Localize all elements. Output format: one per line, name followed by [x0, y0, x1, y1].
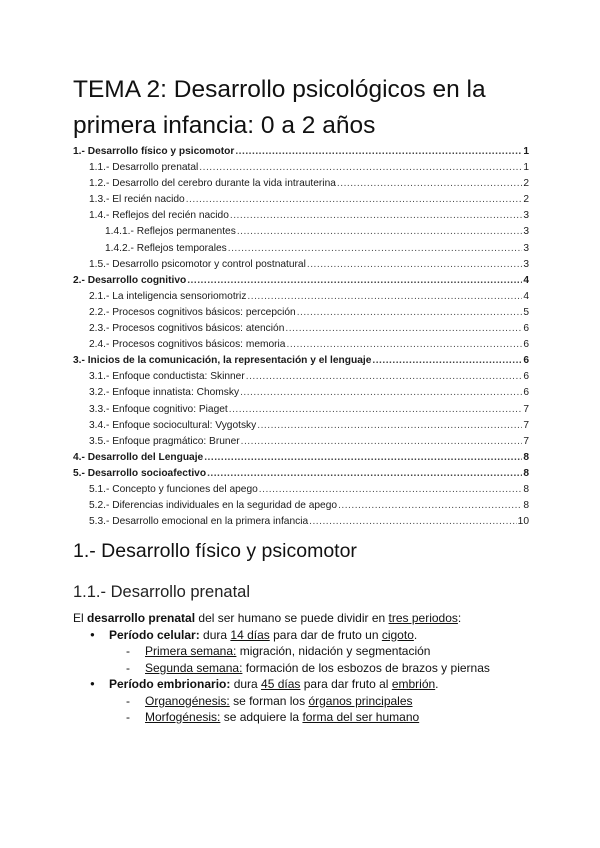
toc-page-number: 3 [523, 226, 529, 238]
toc-entry-title: 1.2.- Desarrollo del cerebro durante la vida intrauterina [89, 178, 336, 190]
toc-entry[interactable] [73, 162, 529, 178]
toc-dot-leader [259, 484, 523, 495]
bold-term: Período embrionario: [109, 677, 231, 691]
text: dura [199, 627, 231, 642]
toc-entry[interactable] [73, 436, 529, 452]
toc-entry-title: 1.4.2.- Reflejos temporales [105, 242, 227, 254]
toc-dot-leader [286, 339, 522, 350]
toc-page-number: 6 [523, 371, 529, 383]
toc-entry-title: 1.4.1.- Reflejos permanentes [105, 226, 236, 238]
toc-page-number: 3 [523, 258, 529, 270]
toc-entry[interactable] [73, 339, 529, 355]
toc-dot-leader [204, 452, 522, 463]
text: para dar fruto al [300, 677, 392, 691]
toc-entry[interactable] [73, 371, 529, 387]
toc-page-number: 2 [523, 194, 529, 206]
text: se forman los [229, 693, 309, 708]
toc-entry-title: 4.- Desarrollo del Lenguaje [73, 451, 204, 463]
underlined-term: 45 días [261, 677, 301, 691]
toc-page-number: 7 [523, 403, 529, 415]
toc-entry-title: 3.- Inicios de la comunicación, la representación y el lenguaje [73, 355, 372, 367]
toc-dot-leader [247, 291, 522, 302]
toc-entry[interactable] [73, 355, 529, 371]
underlined-term: cigoto [381, 627, 414, 642]
toc-dot-leader [228, 243, 523, 254]
toc-page-number: 8 [523, 500, 529, 512]
toc-entry[interactable] [73, 226, 529, 242]
toc-page-number: 7 [523, 435, 529, 447]
toc-dot-leader [187, 275, 522, 286]
bold-term: desarrollo prenatal [87, 611, 196, 625]
list-item-periodo-celular [73, 627, 543, 644]
document-title: TEMA 2: Desarrollo psicológicos en la primera infancia: 0 a 2 años [73, 76, 486, 139]
toc-entry-title: 5.2.- Diferencias individuales en la seguridad de apego [89, 500, 338, 512]
toc-entry-title: 1.4.- Reflejos del recién nacido [89, 210, 229, 222]
toc-entry-title: 3.4.- Enfoque sociocultural: Vygotsky [89, 419, 257, 431]
toc-dot-leader [199, 162, 522, 173]
toc-page-number: 8 [523, 451, 529, 463]
toc-dot-leader [235, 146, 522, 157]
toc-page-number: 3 [523, 242, 529, 254]
toc-dot-leader [257, 420, 522, 431]
underlined-term: Organogénesis: [145, 693, 230, 708]
toc-entry-title: 2.3.- Procesos cognitivos básicos: atención [89, 323, 285, 335]
toc-dot-leader [285, 323, 522, 334]
sub-list-item [73, 643, 543, 660]
text: . [435, 677, 439, 691]
toc-entry[interactable] [73, 452, 529, 468]
text: formación de los esbozos de brazos y piernas [242, 660, 490, 675]
toc-page-number: 8 [523, 467, 529, 479]
toc-dot-leader [207, 468, 522, 479]
toc-entry-title: 3.2.- Enfoque innatista: Chomsky [89, 387, 240, 399]
toc-dot-leader [241, 436, 523, 447]
toc-entry-title: 2.4.- Procesos cognitivos básicos: memoria [89, 339, 286, 351]
subsection-heading: 1.1.- Desarrollo prenatal [73, 583, 251, 601]
sub-list-item [73, 693, 543, 710]
underlined-term: 14 días [230, 627, 270, 642]
toc-entry-title: 2.1.- La inteligencia sensoriomotriz [89, 290, 247, 302]
toc-entry-title: 5.1.- Concepto y funciones del apego [89, 483, 258, 495]
toc-dot-leader [230, 210, 522, 221]
toc-entry-title: 3.5.- Enfoque pragmático: Bruner [89, 435, 240, 447]
toc-dot-leader [372, 355, 522, 366]
toc-entry[interactable] [73, 307, 529, 323]
toc-entry[interactable] [73, 420, 529, 436]
toc-dot-leader [237, 226, 523, 237]
toc-entry[interactable] [73, 243, 529, 259]
toc-page-number: 6 [523, 355, 529, 367]
toc-entry-title: 3.1.- Enfoque conductista: Skinner [89, 371, 245, 383]
toc-entry-title: 5.3.- Desarrollo emocional en la primera infancia [89, 516, 309, 528]
toc-page-number: 4 [523, 274, 529, 286]
toc-entry-title: 1.5.- Desarrollo psicomotor y control postnatural [89, 258, 306, 270]
toc-entry-title: 1.3.- El recién nacido [89, 194, 185, 206]
text: : [457, 611, 462, 625]
toc-entry[interactable] [73, 178, 529, 194]
toc-entry[interactable] [73, 259, 529, 275]
underlined-term: Morfogénesis: [145, 710, 221, 724]
underlined-term: forma del ser humano [302, 710, 420, 724]
sub-list-item [73, 660, 543, 677]
toc-page-number: 5 [523, 306, 529, 318]
text: del ser humano se puede dividir en [195, 611, 389, 625]
toc-dot-leader [307, 259, 522, 270]
underlined-term: Segunda semana: [145, 660, 243, 675]
underlined-term: embrión [391, 677, 436, 691]
table-of-contents [73, 146, 529, 532]
toc-page-number: 10 [517, 516, 529, 528]
toc-entry[interactable] [73, 516, 529, 532]
toc-entry[interactable] [73, 210, 529, 226]
toc-dot-leader [297, 307, 523, 318]
toc-page-number: 1 [523, 162, 529, 174]
toc-entry-title: 2.- Desarrollo cognitivo [73, 274, 187, 286]
underlined-term: tres periodos [388, 611, 458, 625]
underlined-term: Primera semana: [145, 644, 237, 658]
toc-entry[interactable] [73, 468, 529, 484]
toc-page-number: 6 [523, 339, 529, 351]
text: migración, nidación y segmentación [236, 644, 431, 658]
toc-dot-leader [229, 404, 523, 415]
toc-entry-title: 5.- Desarrollo socioafectivo [73, 467, 207, 479]
toc-dot-leader [246, 371, 523, 382]
text: . [413, 627, 418, 642]
underlined-term: órganos principales [308, 693, 413, 708]
toc-page-number: 6 [523, 387, 529, 399]
toc-entry-title: 1.- Desarrollo físico y psicomotor [73, 146, 235, 157]
toc-entry[interactable] [73, 387, 529, 403]
text: se adquiere la [220, 710, 303, 724]
toc-entry-title: 1.1.- Desarrollo prenatal [89, 162, 199, 174]
toc-entry[interactable] [73, 404, 529, 420]
toc-entry[interactable] [73, 194, 529, 210]
toc-dot-leader [337, 178, 522, 189]
toc-entry[interactable] [73, 146, 529, 162]
text: El [73, 611, 88, 625]
toc-entry[interactable] [73, 275, 529, 291]
toc-page-number: 1 [523, 146, 529, 157]
intro-paragraph [73, 610, 543, 627]
bold-term: Período celular: [109, 627, 200, 642]
toc-entry-title: 3.3.- Enfoque cognitivo: Piaget [89, 403, 228, 415]
list-item-periodo-embrionario [73, 676, 543, 693]
toc-page-number: 8 [523, 483, 529, 495]
section-heading: 1.- Desarrollo físico y psicomotor [73, 540, 357, 562]
toc-dot-leader [309, 516, 517, 527]
toc-page-number: 3 [523, 210, 529, 222]
text: para dar de fruto un [269, 627, 382, 642]
toc-dot-leader [338, 500, 522, 511]
toc-page-number: 2 [523, 178, 529, 190]
toc-page-number: 4 [523, 290, 529, 302]
toc-entry-title: 2.2.- Procesos cognitivos básicos: percepción [89, 306, 296, 318]
toc-page-number: 6 [523, 323, 529, 335]
toc-entry[interactable] [73, 484, 529, 500]
toc-entry[interactable] [73, 323, 529, 339]
text: dura [230, 677, 262, 691]
toc-entry[interactable] [73, 500, 529, 516]
toc-dot-leader [186, 194, 523, 205]
toc-dot-leader [240, 387, 522, 398]
toc-page-number: 7 [523, 419, 529, 431]
section-body [73, 610, 543, 726]
sub-list-item [73, 709, 543, 726]
toc-entry[interactable] [73, 291, 529, 307]
